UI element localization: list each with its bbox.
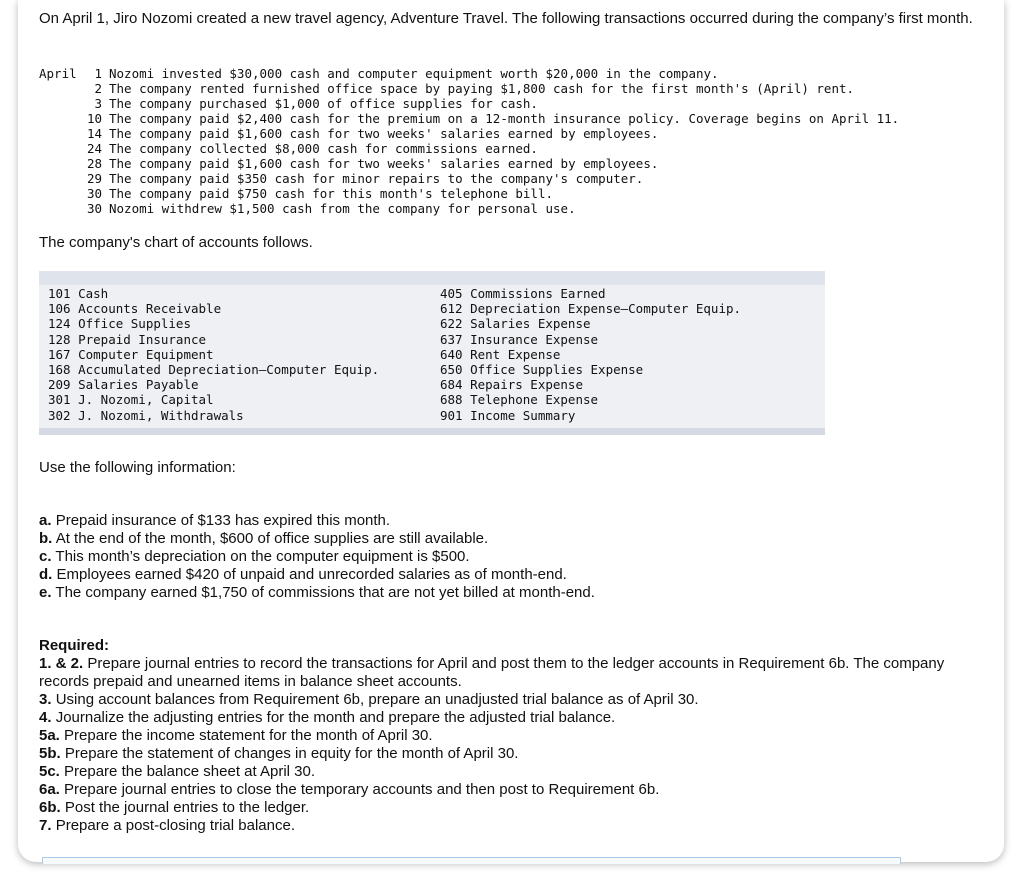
transaction-month: April	[39, 66, 77, 81]
transaction-text: The company paid $1,600 cash for two weeks' salaries earned by employees.	[109, 126, 659, 141]
transaction-day: 29	[86, 171, 102, 186]
info-letter: d.	[39, 566, 53, 583]
account-row: 901 Income Summary	[440, 407, 576, 423]
transaction-day: 10	[86, 111, 102, 126]
transaction-day: 14	[86, 126, 102, 141]
info-text: This month’s depreciation on the computer equipment is $500.	[55, 548, 470, 565]
required-text: Using account balances from Requirement 6b, prepare an unadjusted trial balance as of April 30.	[55, 691, 699, 708]
table-header-band	[39, 271, 825, 285]
account-row: 622 Salaries Expense	[440, 316, 591, 332]
required-text: Prepare the statement of changes in equity for the month of April 30.	[64, 745, 519, 762]
required-number: 5c.	[39, 763, 60, 780]
required-item	[39, 799, 979, 817]
account-row: 688 Telephone Expense	[440, 392, 599, 408]
info-text: At the end of the month, $600 of office supplies are still available.	[55, 530, 489, 547]
required-item	[39, 727, 979, 745]
required-number: 3.	[39, 691, 52, 708]
info-item	[39, 584, 595, 602]
required-text: Prepare the balance sheet at April 30.	[64, 763, 316, 780]
transaction-text: The company paid $350 cash for minor repairs to the company's computer.	[109, 171, 644, 186]
required-item	[39, 709, 979, 727]
required-number: 5b.	[39, 745, 61, 762]
transaction-day: 28	[86, 156, 102, 171]
required-text: Journalize the adjusting entries for the month and prepare the adjusted trial balance.	[55, 709, 616, 726]
account-row: 637 Insurance Expense	[440, 331, 599, 347]
transaction-text: The company paid $750 cash for this month's telephone bill.	[109, 186, 554, 201]
required-number: 7.	[39, 817, 52, 834]
info-letter: a.	[39, 512, 52, 529]
required-number: 1. & 2.	[39, 655, 84, 672]
required-item	[39, 763, 979, 781]
transaction-text: Nozomi withdrew $1,500 cash from the company for personal use.	[109, 201, 576, 216]
transaction-row	[39, 66, 899, 81]
chart-of-accounts-table	[39, 271, 825, 435]
info-text: Employees earned $420 of unpaid and unrecorded salaries as of month-end.	[56, 566, 567, 583]
info-letter: b.	[39, 530, 53, 547]
account-row: 124 Office Supplies	[48, 316, 191, 332]
account-row: 106 Accounts Receivable	[48, 301, 222, 317]
chart-of-accounts-lead: The company's chart of accounts follows.	[39, 234, 313, 251]
required-number: 4.	[39, 709, 52, 726]
transaction-day: 30	[86, 186, 102, 201]
required-item	[39, 781, 979, 799]
transaction-text: Nozomi invested $30,000 cash and computer equipment worth $20,000 in the company.	[109, 66, 719, 81]
transaction-day: 2	[94, 81, 102, 96]
accounts-right-column	[440, 286, 741, 423]
required-text: Post the journal entries to the ledger.	[64, 799, 310, 816]
transaction-day: 30	[86, 201, 102, 216]
transaction-text: The company collected $8,000 cash for commissions earned.	[109, 141, 538, 156]
transaction-row	[39, 141, 899, 156]
transaction-row	[39, 186, 899, 201]
transaction-day: 1	[94, 66, 102, 81]
transaction-row	[39, 126, 899, 141]
account-row: 128 Prepaid Insurance	[48, 331, 207, 347]
transactions-list	[39, 66, 899, 216]
info-letter: e.	[39, 584, 52, 601]
required-number: 5a.	[39, 727, 60, 744]
required-text: Prepare journal entries to close the temporary accounts and then post to Requirement 6b.	[64, 781, 660, 798]
required-text: Prepare a post-closing trial balance.	[55, 817, 295, 834]
account-row: 640 Rent Expense	[440, 346, 561, 362]
account-row: 209 Salaries Payable	[48, 377, 199, 393]
transaction-row	[39, 111, 899, 126]
adjustment-info-list	[39, 512, 595, 602]
use-info-lead: Use the following information:	[39, 459, 236, 476]
required-text: Prepare the income statement for the month of April 30.	[64, 727, 433, 744]
transaction-row	[39, 171, 899, 186]
transaction-text: The company rented furnished office space by paying $1,800 cash for the first month's (April) rent.	[109, 81, 855, 96]
account-row: 301 J. Nozomi, Capital	[48, 392, 214, 408]
transaction-day: 3	[94, 96, 102, 111]
account-row: 168 Accumulated Depreciation—Computer Equip.	[48, 361, 380, 377]
account-row: 650 Office Supplies Expense	[440, 361, 644, 377]
table-footer-band	[39, 428, 825, 435]
account-row: 684 Repairs Expense	[440, 377, 583, 393]
required-number: 6b.	[39, 799, 61, 816]
transaction-text: The company paid $2,400 cash for the premium on a 12-month insurance policy. Coverage begins on April 11.	[109, 111, 900, 126]
info-text: Prepaid insurance of $133 has expired this month.	[55, 512, 391, 529]
account-row: 302 J. Nozomi, Withdrawals	[48, 407, 244, 423]
required-heading: Required:	[39, 637, 110, 654]
required-item	[39, 745, 979, 763]
info-item	[39, 512, 595, 530]
intro-paragraph: On April 1, Jiro Nozomi created a new travel agency, Adventure Travel. The following transactions occurred during the company’s first month.	[39, 10, 973, 27]
account-row: 167 Computer Equipment	[48, 346, 214, 362]
answer-panel-edge[interactable]	[42, 857, 901, 864]
required-item	[39, 817, 979, 835]
transaction-row	[39, 156, 899, 171]
info-text: The company earned $1,750 of commissions that are not yet billed at month-end.	[55, 584, 595, 601]
info-item	[39, 530, 595, 548]
required-item	[39, 655, 979, 691]
info-item	[39, 566, 595, 584]
transaction-row	[39, 81, 899, 96]
required-text: Prepare journal entries to record the transactions for April and post them to the ledger accounts in Requirement 6b. The company records prepaid and unearned items in balance sheet accounts.	[39, 655, 945, 690]
transaction-text: The company paid $1,600 cash for two weeks' salaries earned by employees.	[109, 156, 659, 171]
accounts-left-column	[48, 286, 379, 423]
account-row: 101 Cash	[48, 286, 109, 301]
transaction-text: The company purchased $1,000 of office supplies for cash.	[109, 96, 538, 111]
transaction-row	[39, 201, 899, 216]
account-row: 405 Commissions Earned	[440, 286, 606, 301]
info-letter: c.	[39, 548, 52, 565]
required-item	[39, 691, 979, 709]
required-number: 6a.	[39, 781, 60, 798]
transaction-day: 24	[86, 141, 102, 156]
transaction-row	[39, 96, 899, 111]
required-section	[39, 637, 979, 835]
info-item	[39, 548, 595, 566]
account-row: 612 Depreciation Expense—Computer Equip.	[440, 301, 742, 317]
